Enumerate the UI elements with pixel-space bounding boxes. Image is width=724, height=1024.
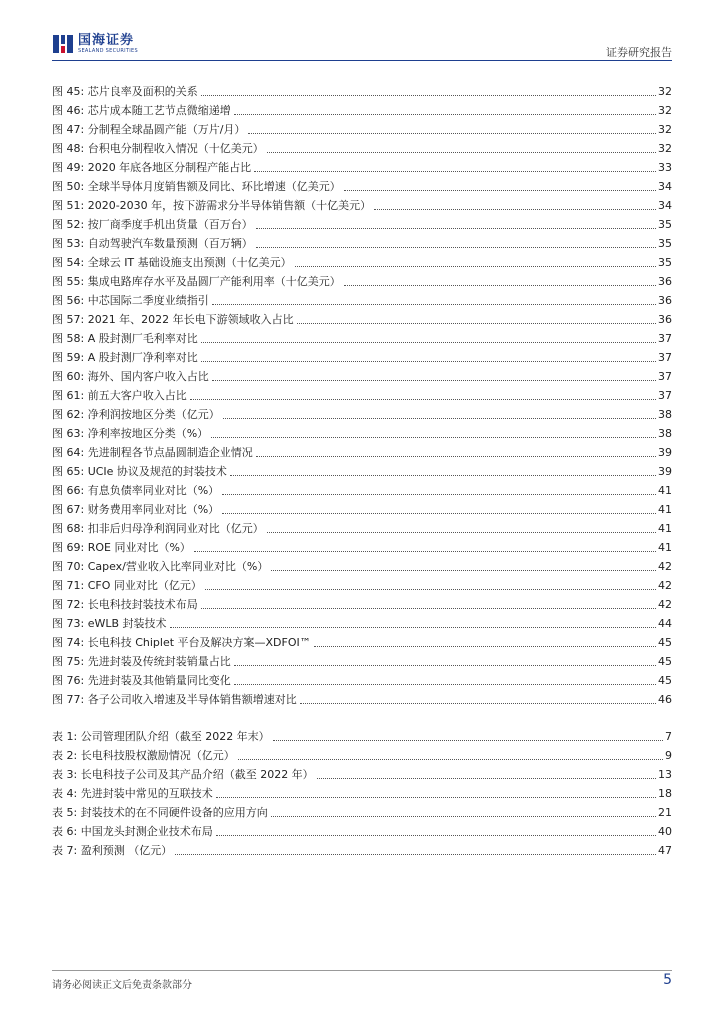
figure-entry-page: 42 <box>658 579 672 592</box>
figure-entry-page: 38 <box>658 408 672 421</box>
figure-entry-page: 37 <box>658 370 672 383</box>
table-entry-label: 表 1: 公司管理团队介绍（截至 2022 年末） <box>52 730 270 743</box>
figure-entry-label: 图 73: eWLB 封装技术 <box>52 617 167 630</box>
dot-leader <box>256 455 656 457</box>
figure-entry[interactable] <box>52 365 672 384</box>
figure-entry-label: 图 69: ROE 同业对比（%） <box>52 541 191 554</box>
figure-entry-page: 36 <box>658 275 672 288</box>
figure-entry-page: 32 <box>658 104 672 117</box>
figure-entry-page: 37 <box>658 332 672 345</box>
dot-leader <box>194 550 656 552</box>
figure-entry[interactable] <box>52 156 672 175</box>
dot-leader <box>271 569 656 571</box>
dot-leader <box>216 796 656 798</box>
dot-leader <box>314 645 656 647</box>
dot-leader <box>222 493 656 495</box>
dot-leader <box>230 474 656 476</box>
dot-leader <box>256 246 656 248</box>
figure-entry-label: 图 62: 净利润按地区分类（亿元） <box>52 408 220 421</box>
table-entry[interactable] <box>52 725 672 744</box>
figure-entry-label: 图 50: 全球半导体月度销售额及同比、环比增速（亿美元） <box>52 180 341 193</box>
figure-entry[interactable] <box>52 251 672 270</box>
figure-entry-page: 38 <box>658 427 672 440</box>
table-entry[interactable] <box>52 744 672 763</box>
dot-leader <box>297 322 656 324</box>
figure-entry[interactable] <box>52 498 672 517</box>
figure-entry[interactable] <box>52 289 672 308</box>
figure-entry[interactable] <box>52 213 672 232</box>
dot-leader <box>267 151 656 153</box>
table-of-contents <box>52 80 672 858</box>
figure-entry[interactable] <box>52 422 672 441</box>
figure-entry-label: 图 76: 先进封装及其他销量同比变化 <box>52 674 231 687</box>
dot-leader <box>344 189 656 191</box>
dot-leader <box>234 113 656 115</box>
table-list <box>52 725 672 858</box>
table-entry[interactable] <box>52 820 672 839</box>
figure-entry-label: 图 77: 各子公司收入增速及半导体销售额增速对比 <box>52 693 297 706</box>
table-entry-label: 表 6: 中国龙头封测企业技术布局 <box>52 825 213 838</box>
figure-entry-label: 图 48: 台积电分制程收入情况（十亿美元） <box>52 142 264 155</box>
figure-entry-page: 37 <box>658 351 672 364</box>
figure-entry[interactable] <box>52 517 672 536</box>
figure-entry-label: 图 75: 先进封装及传统封装销量占比 <box>52 655 231 668</box>
figure-entry[interactable] <box>52 403 672 422</box>
dot-leader <box>271 815 656 817</box>
figure-entry-page: 32 <box>658 123 672 136</box>
figure-entry-page: 41 <box>658 541 672 554</box>
dot-leader <box>273 739 663 741</box>
dot-leader <box>267 531 656 533</box>
figure-entry-label: 图 51: 2020-2030 年，按下游需求分半导体销售额（十亿美元） <box>52 199 372 212</box>
dot-leader <box>295 265 656 267</box>
dot-leader <box>300 702 656 704</box>
figure-entry[interactable] <box>52 384 672 403</box>
table-entry[interactable] <box>52 839 672 858</box>
dot-leader <box>201 360 656 362</box>
figure-entry-label: 图 45: 芯片良率及面积的关系 <box>52 85 198 98</box>
figure-entry-label: 图 66: 有息负债率同业对比（%） <box>52 484 220 497</box>
figure-entry[interactable] <box>52 650 672 669</box>
figure-entry[interactable] <box>52 194 672 213</box>
list-gap <box>52 707 672 725</box>
dot-leader <box>317 777 656 779</box>
table-entry-label: 表 3: 长电科技子公司及其产品介绍（截至 2022 年） <box>52 768 314 781</box>
figure-entry-page: 39 <box>658 446 672 459</box>
footer-disclaimer: 请务必阅读正文后免责条款部分 <box>52 980 192 991</box>
footer-divider <box>52 970 672 971</box>
figure-entry[interactable] <box>52 631 672 650</box>
dot-leader <box>234 664 656 666</box>
figure-entry-label: 图 53: 自动驾驶汽车数量预测（百万辆） <box>52 237 253 250</box>
figure-entry-page: 41 <box>658 484 672 497</box>
table-entry-page: 13 <box>658 768 672 781</box>
dot-leader <box>175 853 656 855</box>
figure-entry-label: 图 70: Capex/营业收入比率同业对比（%） <box>52 560 269 573</box>
figure-entry[interactable] <box>52 99 672 118</box>
figure-entry-label: 图 74: 长电科技 Chiplet 平台及解决方案—XDFOI™ <box>52 636 311 649</box>
figure-entry[interactable] <box>52 118 672 137</box>
dot-leader <box>256 227 656 229</box>
header-divider <box>52 60 672 61</box>
figure-entry[interactable] <box>52 555 672 574</box>
figure-entry[interactable] <box>52 80 672 99</box>
figure-entry-page: 33 <box>658 161 672 174</box>
page-number: 5 <box>663 972 672 988</box>
table-entry-page: 7 <box>665 730 672 743</box>
figure-entry-page: 41 <box>658 503 672 516</box>
figure-entry-label: 图 64: 先进制程各节点晶圆制造企业情况 <box>52 446 253 459</box>
dot-leader <box>216 834 656 836</box>
figure-entry-page: 41 <box>658 522 672 535</box>
dot-leader <box>212 303 656 305</box>
logo-icon <box>52 33 74 55</box>
figure-entry-page: 42 <box>658 560 672 573</box>
figure-entry[interactable] <box>52 175 672 194</box>
figure-entry[interactable] <box>52 593 672 612</box>
dot-leader <box>201 607 656 609</box>
figure-entry[interactable] <box>52 669 672 688</box>
company-logo <box>52 33 138 55</box>
dot-leader <box>234 683 656 685</box>
figure-entry-label: 图 68: 扣非后归母净利润同业对比（亿元） <box>52 522 264 535</box>
table-entry[interactable] <box>52 782 672 801</box>
figure-entry[interactable] <box>52 270 672 289</box>
figure-entry-page: 32 <box>658 142 672 155</box>
figure-entry-page: 36 <box>658 313 672 326</box>
figure-entry-label: 图 57: 2021 年、2022 年长电下游领域收入占比 <box>52 313 294 326</box>
figure-entry-page: 46 <box>658 693 672 706</box>
figure-entry-page: 32 <box>658 85 672 98</box>
figure-entry[interactable] <box>52 612 672 631</box>
dot-leader <box>374 208 656 210</box>
figure-entry-label: 图 72: 长电科技封装技术布局 <box>52 598 198 611</box>
figure-entry-page: 37 <box>658 389 672 402</box>
figure-entry-page: 44 <box>658 617 672 630</box>
figure-entry[interactable] <box>52 460 672 479</box>
dot-leader <box>201 341 656 343</box>
figure-entry-label: 图 65: UCIe 协议及规范的封装技术 <box>52 465 227 478</box>
figure-entry[interactable] <box>52 574 672 593</box>
table-entry-page: 9 <box>665 749 672 762</box>
figure-entry-page: 36 <box>658 294 672 307</box>
figure-entry[interactable] <box>52 327 672 346</box>
figure-list <box>52 80 672 707</box>
dot-leader <box>248 132 656 134</box>
table-entry-page: 21 <box>658 806 672 819</box>
figure-entry-label: 图 61: 前五大客户收入占比 <box>52 389 187 402</box>
dot-leader <box>170 626 656 628</box>
figure-entry-page: 42 <box>658 598 672 611</box>
dot-leader <box>190 398 656 400</box>
page-header <box>0 0 724 70</box>
logo-text-cn: 国海证券 <box>78 33 135 48</box>
figure-entry[interactable] <box>52 137 672 156</box>
figure-entry[interactable] <box>52 536 672 555</box>
table-entry-page: 47 <box>658 844 672 857</box>
figure-entry-page: 35 <box>658 237 672 250</box>
dot-leader <box>212 379 656 381</box>
figure-entry-label: 图 56: 中芯国际二季度业绩指引 <box>52 294 209 307</box>
dot-leader <box>344 284 656 286</box>
figure-entry[interactable] <box>52 346 672 365</box>
dot-leader <box>211 436 656 438</box>
figure-entry-label: 图 55: 集成电路库存水平及晶圆厂产能利用率（十亿美元） <box>52 275 341 288</box>
table-entry-page: 40 <box>658 825 672 838</box>
figure-entry-label: 图 58: A 股封测厂毛利率对比 <box>52 332 198 345</box>
figure-entry-page: 45 <box>658 636 672 649</box>
dot-leader <box>254 170 656 172</box>
figure-entry[interactable] <box>52 232 672 251</box>
table-entry-label: 表 5: 封装技术的在不同硬件设备的应用方向 <box>52 806 268 819</box>
logo-text-en: SEALAND SECURITIES <box>78 48 138 54</box>
dot-leader <box>222 512 656 514</box>
figure-entry-page: 34 <box>658 199 672 212</box>
figure-entry-page: 45 <box>658 655 672 668</box>
table-entry-page: 18 <box>658 787 672 800</box>
figure-entry-label: 图 67: 财务费用率同业对比（%） <box>52 503 220 516</box>
figure-entry-label: 图 52: 按厂商季度手机出货量（百万台） <box>52 218 253 231</box>
table-entry-label: 表 2: 长电科技股权激励情况（亿元） <box>52 749 235 762</box>
figure-entry[interactable] <box>52 688 672 707</box>
figure-entry-label: 图 71: CFO 同业对比（亿元） <box>52 579 202 592</box>
figure-entry-label: 图 46: 芯片成本随工艺节点微缩递增 <box>52 104 231 117</box>
dot-leader <box>223 417 656 419</box>
dot-leader <box>238 758 663 760</box>
table-entry-label: 表 4: 先进封装中常见的互联技术 <box>52 787 213 800</box>
figure-entry[interactable] <box>52 441 672 460</box>
dot-leader <box>205 588 656 590</box>
figure-entry-page: 34 <box>658 180 672 193</box>
figure-entry[interactable] <box>52 479 672 498</box>
figure-entry-page: 35 <box>658 218 672 231</box>
figure-entry-label: 图 59: A 股封测厂净利率对比 <box>52 351 198 364</box>
figure-entry-label: 图 49: 2020 年底各地区分制程产能占比 <box>52 161 252 174</box>
figure-entry-page: 35 <box>658 256 672 269</box>
figure-entry-page: 39 <box>658 465 672 478</box>
dot-leader <box>201 94 656 96</box>
figure-entry-page: 45 <box>658 674 672 687</box>
table-entry[interactable] <box>52 801 672 820</box>
figure-entry-label: 图 60: 海外、国内客户收入占比 <box>52 370 209 383</box>
figure-entry-label: 图 47: 分制程全球晶圆产能（万片/月） <box>52 123 246 136</box>
table-entry-label: 表 7: 盈利预测 （亿元） <box>52 844 173 857</box>
report-type: 证券研究报告 <box>606 46 672 59</box>
figure-entry-label: 图 63: 净利率按地区分类（%） <box>52 427 209 440</box>
figure-entry-label: 图 54: 全球云 IT 基础设施支出预测（十亿美元） <box>52 256 292 269</box>
figure-entry[interactable] <box>52 308 672 327</box>
table-entry[interactable] <box>52 763 672 782</box>
